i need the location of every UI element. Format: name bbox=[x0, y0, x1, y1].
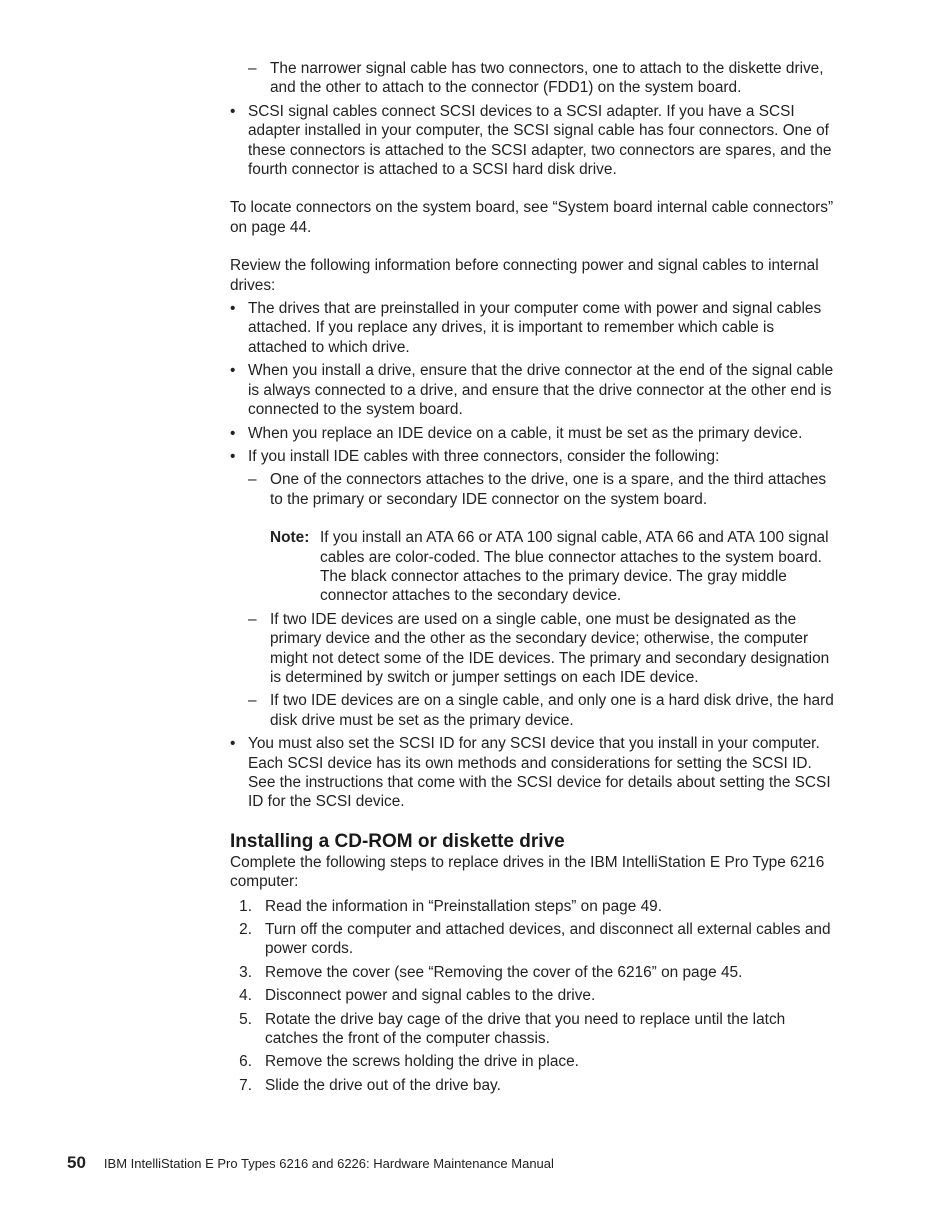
page-body bbox=[230, 59, 835, 1099]
list-item-text: If you install IDE cables with three connectors, consider the following: bbox=[248, 447, 720, 465]
list-item: – If two IDE devices are used on a single cable, one must be designated as the primary device and the other as the secondary device; otherwise, the computer might not detect some of the IDE devices. The primary and secondary designation is determined by switch or jumper settings on each IDE device. bbox=[248, 610, 835, 688]
step-text: Slide the drive out of the drive bay. bbox=[265, 1076, 501, 1094]
step-text: Read the information in “Preinstallation steps” on page 49. bbox=[265, 897, 662, 915]
section-intro: Complete the following steps to replace drives in the IBM IntelliStation E Pro Type 6216 computer: bbox=[230, 853, 825, 891]
list-item: – The narrower signal cable has two connectors, one to attach to the diskette drive, and the other to attach to the connector (FDD1) on the system board. bbox=[248, 59, 835, 98]
step-item bbox=[230, 1010, 835, 1049]
footer-title: IBM IntelliStation E Pro Types 6216 and 6226: Hardware Maintenance Manual bbox=[103, 1156, 554, 1171]
step-item bbox=[230, 1052, 835, 1071]
step-item bbox=[230, 897, 835, 916]
note-label: Note: bbox=[270, 529, 310, 547]
step-number: 4. bbox=[239, 987, 252, 1005]
list-item-text: One of the connectors attaches to the drive, one is a spare, and the third attaches to the primary or secondary IDE connector on the system board. bbox=[270, 471, 827, 508]
note bbox=[270, 528, 835, 606]
step-text: Remove the screws holding the drive in place. bbox=[265, 1053, 579, 1071]
bullet-list bbox=[230, 299, 835, 812]
step-item bbox=[230, 920, 835, 959]
list-item: • The drives that are preinstalled in your computer come with power and signal cables attached. If you replace any drives, it is important to remember which cable is attached to which drive. bbox=[230, 299, 835, 357]
note-text: If you install an ATA 66 or ATA 100 signal cable, ATA 66 and ATA 100 signal cables are color-coded. The blue connector attaches to the system board. The black connector attaches to the primary device. The gray middle connector attaches to the secondary device. bbox=[320, 529, 829, 605]
list-item: • You must also set the SCSI ID for any SCSI device that you install in your computer. Each SCSI device has its own methods and considerations for setting the SCSI ID. See the instructions that come with the SCSI device for details about setting the SCSI ID for the SCSI device. bbox=[230, 734, 835, 812]
step-item bbox=[230, 1076, 835, 1095]
step-text: Remove the cover (see “Removing the cover of the 6216” on page 45. bbox=[265, 963, 743, 981]
dash-list bbox=[248, 59, 835, 98]
section-heading: Installing a CD-ROM or diskette drive bbox=[230, 830, 565, 852]
step-number: 3. bbox=[239, 963, 252, 981]
dash-list bbox=[248, 470, 835, 730]
page-footer bbox=[67, 1153, 554, 1173]
step-text: Disconnect power and signal cables to the drive. bbox=[265, 987, 596, 1005]
step-number: 2. bbox=[239, 921, 252, 939]
list-item: • SCSI signal cables connect SCSI devices to a SCSI adapter. If you have a SCSI adapter installed in your computer, the SCSI signal cable has four connectors. One of these connectors is attached to the SCSI adapter, two connectors are spares, and the fourth connector is attached to a SCSI hard disk drive. bbox=[230, 102, 835, 180]
page-number: 50 bbox=[67, 1153, 86, 1172]
step-number: 1. bbox=[239, 897, 252, 915]
paragraph-locate: To locate connectors on the system board, see “System board internal cable connectors” on page 44. bbox=[230, 199, 834, 236]
step-text: Turn off the computer and attached devices, and disconnect all external cables and power cords. bbox=[265, 921, 831, 958]
list-item: • When you replace an IDE device on a cable, it must be set as the primary device. bbox=[230, 424, 835, 443]
list-item bbox=[230, 447, 835, 730]
list-item: – If two IDE devices are on a single cable, and only one is a hard disk drive, the hard disk drive must be set as the primary device. bbox=[248, 691, 835, 730]
step-number: 6. bbox=[239, 1053, 252, 1071]
step-number: 5. bbox=[239, 1010, 252, 1028]
paragraph-review: Review the following information before connecting power and signal cables to internal drives: bbox=[230, 257, 819, 294]
step-item bbox=[230, 986, 835, 1005]
bullet-list bbox=[230, 102, 835, 180]
step-number: 7. bbox=[239, 1076, 252, 1094]
steps-list bbox=[230, 897, 835, 1096]
step-text: Rotate the drive bay cage of the drive that you need to replace until the latch catches the front of the computer chassis. bbox=[265, 1010, 786, 1048]
list-item bbox=[248, 470, 835, 605]
step-item bbox=[230, 963, 835, 982]
list-item: • When you install a drive, ensure that the drive connector at the end of the signal cable is always connected to a drive, and ensure that the drive connector at the other end is connected to the system board. bbox=[230, 361, 835, 419]
